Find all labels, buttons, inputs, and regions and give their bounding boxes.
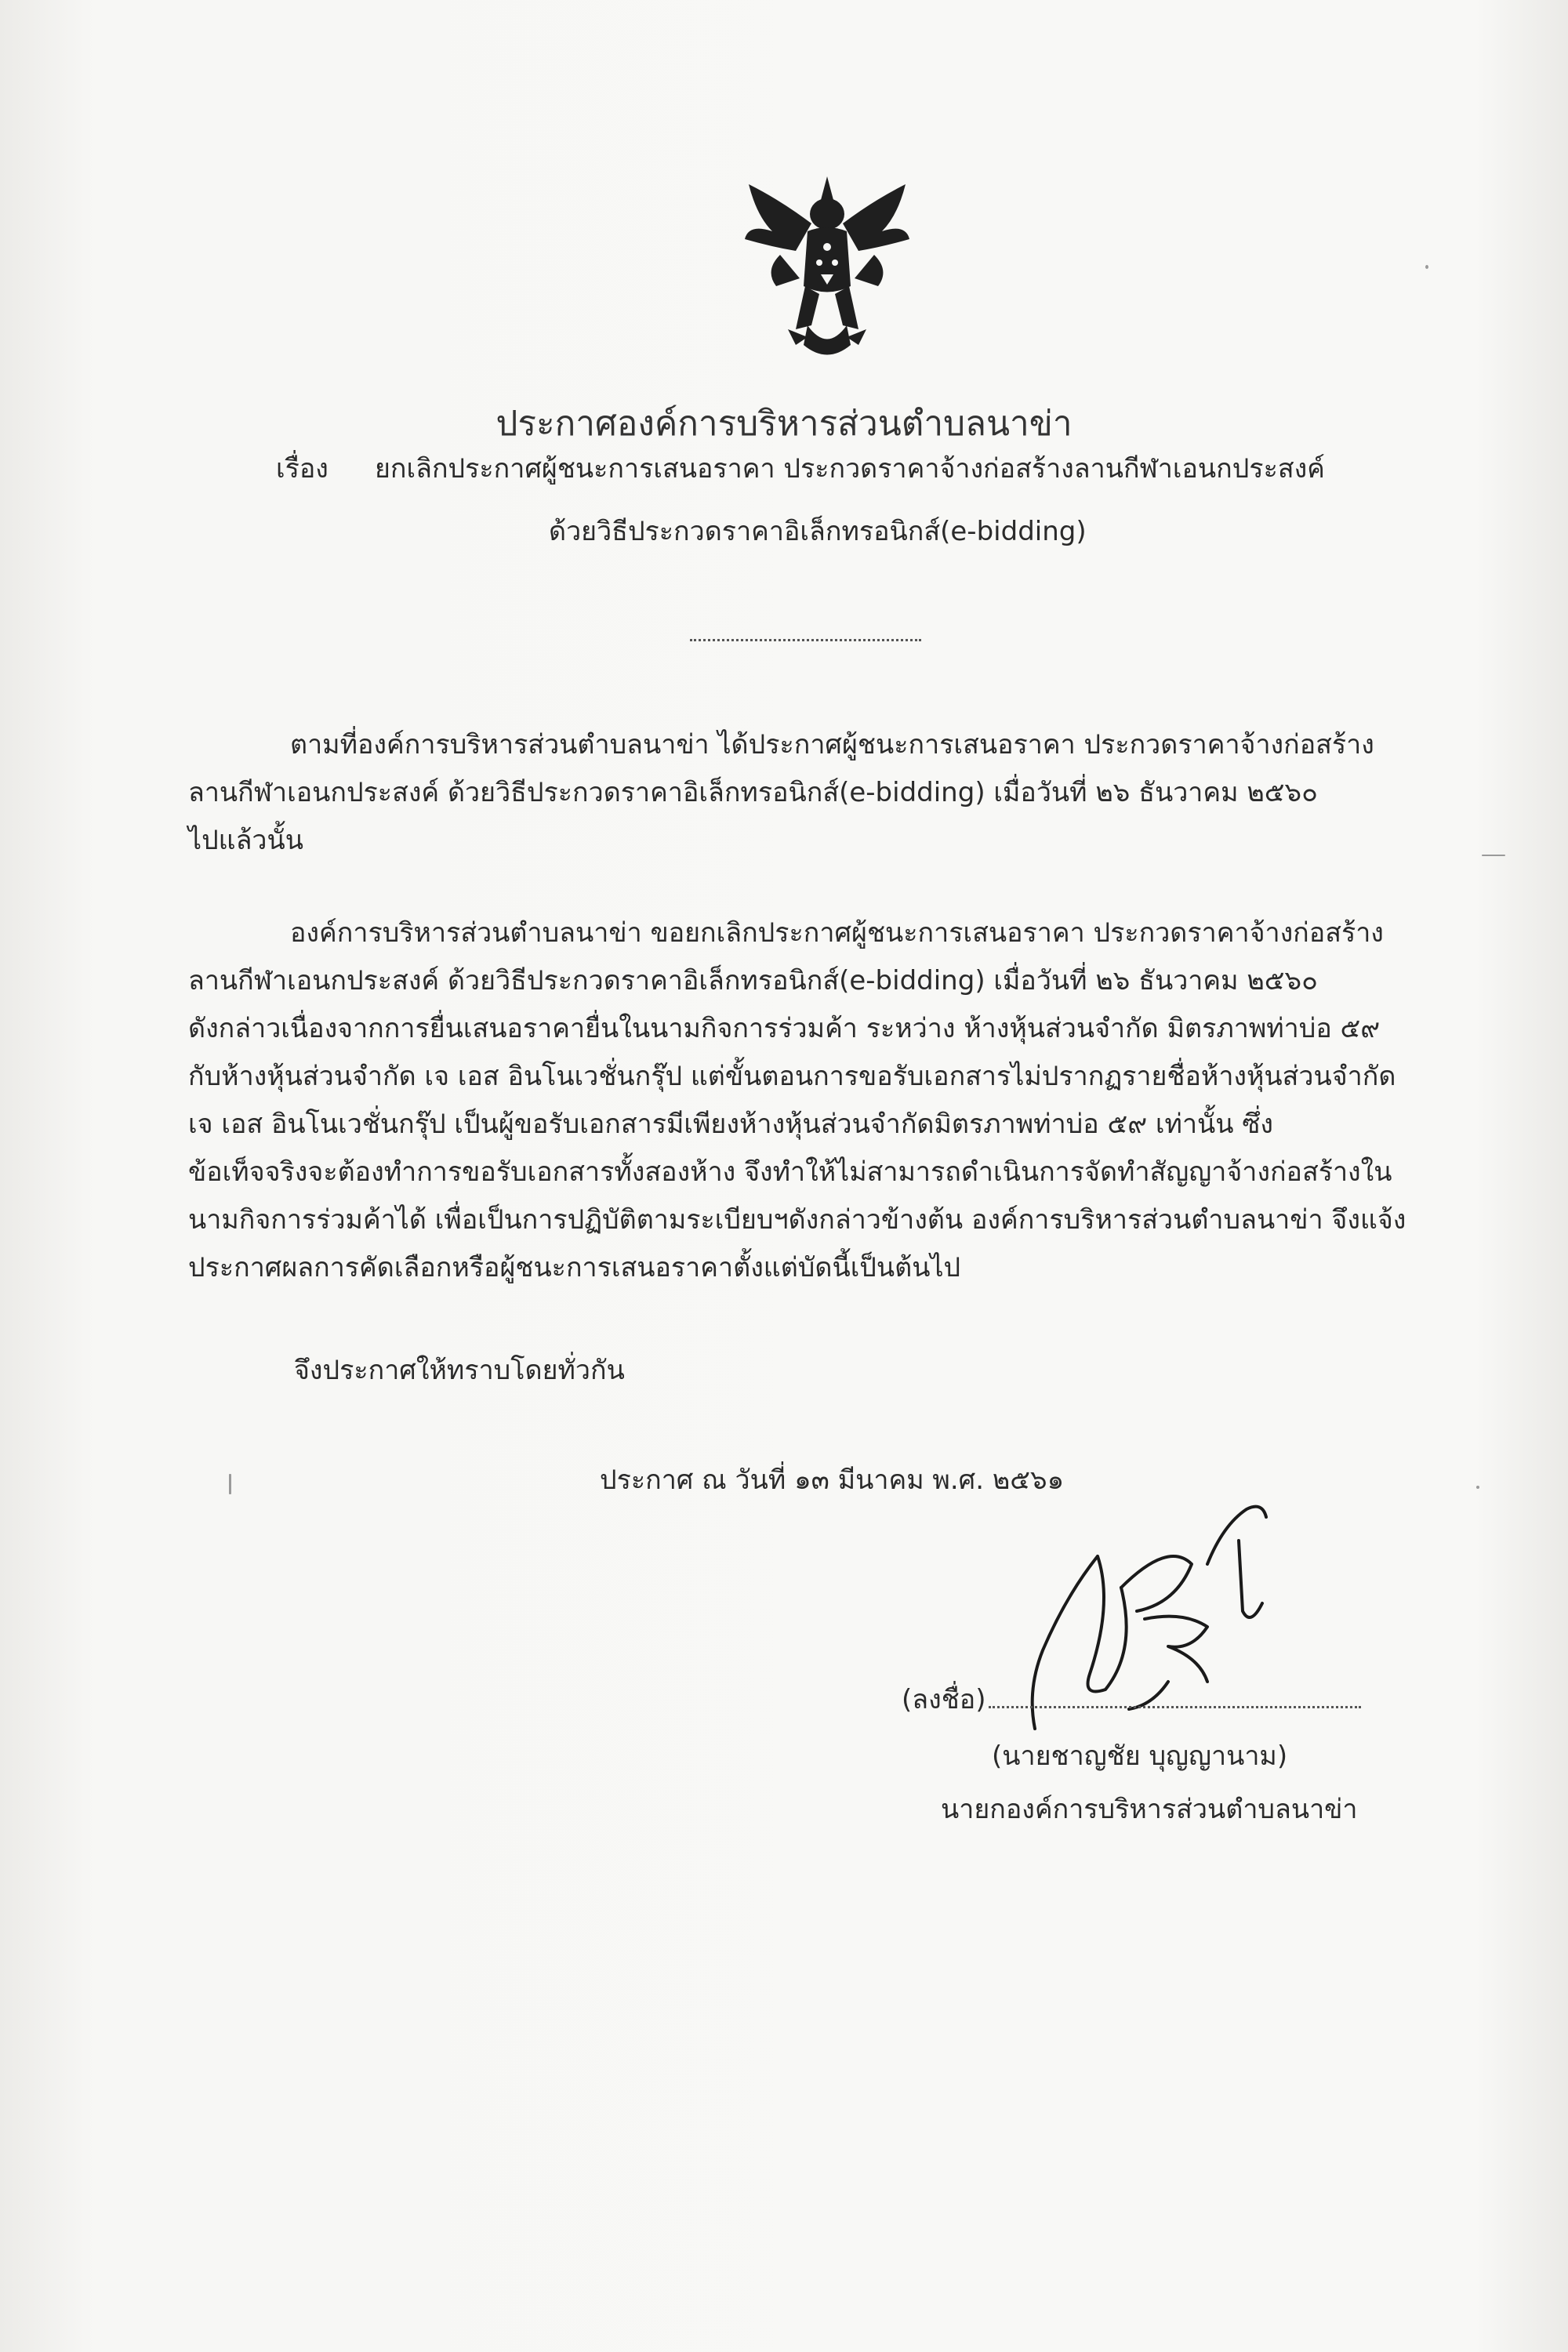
paragraph-2-line: นามกิจการร่วมค้าได้ เพื่อเป็นการปฏิบัติตามระเบียบฯดังกล่าวข้างต้น องค์การบริหารส่วนตำบลนาข่า จึงแจ้ง [188,1204,1406,1236]
paragraph-2-line: ข้อเท็จจริงจะต้องทำการขอรับเอกสารทั้งสองห้าง จึงทำให้ไม่สามารถดำเนินการจัดทำสัญญาจ้างก่อสร้างใน [188,1156,1392,1188]
announcement-date: ประกาศ ณ วันที่ ๑๓ มีนาคม พ.ศ. ๒๕๖๑ [600,1465,1065,1496]
paragraph-1 [188,721,1411,865]
paragraph-2-line: กับห้างหุ้นส่วนจำกัด เจ เอส อินโนเวชั่นกรุ๊ป แต่ขั้นตอนการขอรับเอกสารไม่ปรากฏรายชื่อห้างหุ้นส่วนจำกัด [188,1061,1396,1092]
signer-name: (นายชาญชัย บุญญานาม) [992,1740,1288,1772]
paragraph-2-line: ประกาศผลการคัดเลือกหรือผู้ชนะการเสนอราคาตั้งแต่บัดนี้เป็นต้นไป [188,1252,961,1283]
paragraph-2-line: องค์การบริหารส่วนตำบลนาข่า ขอยกเลิกประกาศผู้ชนะการเสนอราคา ประกวดราคาจ้างก่อสร้าง [290,917,1384,949]
subject-label: เรื่อง [276,453,328,485]
announcement-title: ประกาศองค์การบริหารส่วนตำบลนาข่า [495,404,1073,444]
paragraph-2-line: ดังกล่าวเนื่องจากการยื่นเสนอราคายื่นในนามกิจการร่วมค้า ระหว่าง ห้างหุ้นส่วนจำกัด มิตรภาพท่าบ่อ ๕๙ [188,1013,1381,1044]
paragraph-1-line: ลานกีฬาเอนกประสงค์ ด้วยวิธีประกวดราคาอิเล็กทรอนิกส์(e-bidding) เมื่อวันที่ ๒๖ ธันวาคม ๒๕๖๐ [188,777,1318,808]
paper-speck [1425,265,1428,269]
paper-speck [1476,1486,1479,1489]
sign-label: (ลงชื่อ) [902,1684,986,1715]
paragraph-2-line: เจ เอส อินโนเวชั่นกรุ๊ป เป็นผู้ขอรับเอกสารมีเพียงห้างหุ้นส่วนจำกัดมิตรภาพท่าบ่อ ๕๙ เท่านั้น ซึ่ง [188,1109,1274,1140]
paragraph-2 [188,909,1411,1292]
paragraph-1-line: ไปแล้วนั้น [188,825,304,856]
paper-speck [229,1474,231,1494]
subject-line-1: ยกเลิกประกาศผู้ชนะการเสนอราคา ประกวดราคาจ้างก่อสร้างลานกีฬาเอนกประสงค์ [375,453,1325,485]
closing-statement: จึงประกาศให้ทราบโดยทั่วกัน [294,1355,625,1386]
signature-line [902,1678,1361,1720]
paragraph-1-line: ตามที่องค์การบริหารส่วนตำบลนาข่า ได้ประกาศผู้ชนะการเสนอราคา ประกวดราคาจ้างก่อสร้าง [290,729,1374,760]
subject-line-2: ด้วยวิธีประกวดราคาอิเล็กทรอนิกส์(e-bidding) [549,516,1087,547]
signer-position: นายกองค์การบริหารส่วนตำบลนาข่า [941,1794,1358,1825]
dotted-divider [690,639,921,641]
garuda-emblem-icon [733,169,921,372]
signature-dotted-line [989,1706,1361,1708]
paragraph-2-line: ลานกีฬาเอนกประสงค์ ด้วยวิธีประกวดราคาอิเล็กทรอนิกส์(e-bidding) เมื่อวันที่ ๒๖ ธันวาคม ๒๕๖๐ [188,965,1318,996]
paper-speck [1482,855,1505,856]
